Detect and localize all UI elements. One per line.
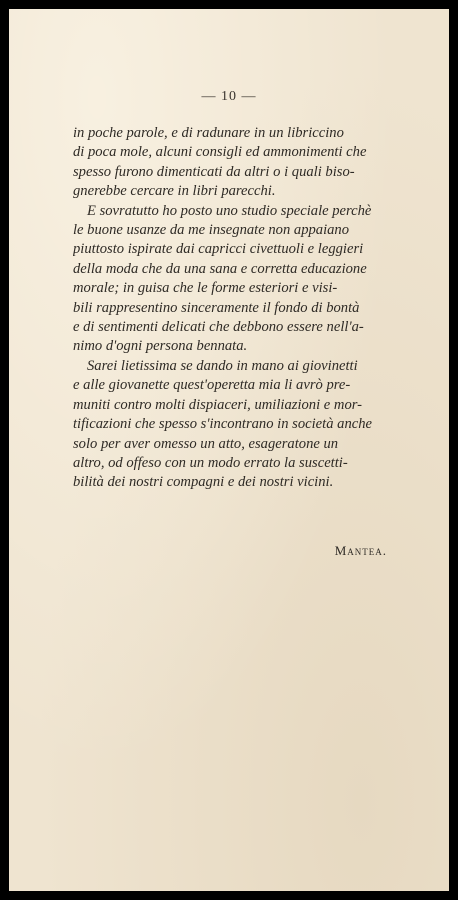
text-line: bilità dei nostri compagni e dei nostri vicini.	[73, 474, 334, 491]
text-line: morale; in guisa che le forme esteriori e visi-	[73, 280, 338, 297]
text-line: E sovratutto ho posto uno studio speciale perchè	[87, 202, 372, 219]
text-line: piuttosto ispirate dai capricci civettuoli e leggieri	[73, 241, 364, 258]
text-line: in poche parole, e di radunare in un libriccino	[73, 125, 344, 141]
text-line: muniti contro molti dispiaceri, umiliazioni e mor-	[73, 396, 363, 413]
body-text	[73, 124, 428, 493]
text-line: le buone usanze da me insegnate non appaiano	[73, 222, 350, 239]
book-page	[9, 9, 449, 891]
author-signature: Mantea.	[334, 543, 387, 558]
text-line: e di sentimenti delicati che debbono essere nell'a-	[73, 319, 364, 336]
text-line: di poca mole, alcuni consigli ed ammonimenti che	[73, 144, 367, 161]
page-number: — 10 —	[201, 89, 257, 104]
text-line: Sarei lietissima se dando in mano ai giovinetti	[87, 357, 358, 374]
text-line: e alle giovanette quest'operetta mia li avrò pre-	[73, 377, 351, 394]
text-line: della moda che da una sana e corretta educazione	[73, 260, 367, 277]
text-line: altro, od offeso con un modo errato la suscetti-	[73, 454, 348, 471]
text-line: tificazioni che spesso s'incontrano in società anche	[73, 416, 373, 433]
text-line: solo per aver omesso un atto, esageratone un	[73, 435, 339, 452]
text-line: nimo d'ogni persona bennata.	[73, 338, 248, 355]
text-line: spesso furono dimenticati da altri o i quali biso-	[73, 163, 355, 180]
text-line: bili rappresentino sinceramente il fondo di bontà	[73, 299, 360, 316]
text-line: gnerebbe cercare in libri parecchi.	[73, 183, 276, 200]
